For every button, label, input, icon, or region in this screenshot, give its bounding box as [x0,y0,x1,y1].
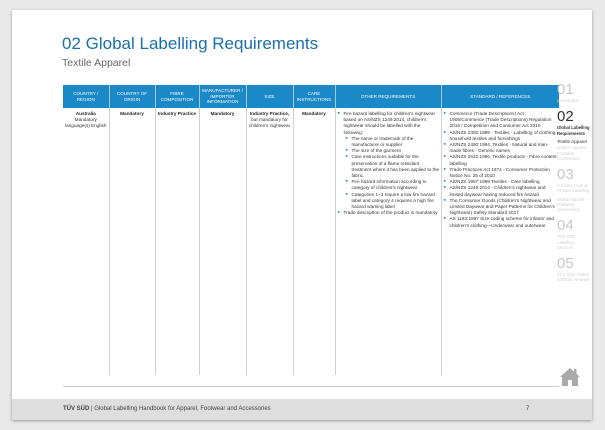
column-header: STANDARD / REFERENCES [441,85,559,108]
size-cell [246,108,293,375]
handbook-page [12,10,592,420]
country-name: Australia [75,111,96,116]
list-item: ■ Trade Practices Act 1974 - Consumer Protection Notice No. 25 of 2010 [450,167,559,179]
page-number: 7 [526,406,530,412]
language-note: Mandatory language(s) English [65,117,107,129]
footer-brand: TÜV SÜD [63,406,90,412]
nav-section-03[interactable]: 03 A Closer Look at Product Labelling Global Apparel Footwear Accessories [557,166,590,213]
column-header: OTHER REQUIREMENTS [335,85,441,108]
column-header: COUNTRY / REGION [63,85,109,108]
fibre-cell [155,108,199,375]
footer-text: | Global Labelling Handbook for Apparel, Footwear and Accessories [91,406,271,412]
page-footer [12,399,592,420]
nav-sub-leather-apparel[interactable]: Leather Apparel [557,145,587,151]
list-item: ■ The name or trademark of the manufacturer or supplier [352,136,440,148]
nav-section-05[interactable]: 05 TÜV SÜD Global Softlines Network [557,255,590,283]
table-row [63,108,559,375]
care-cell [293,108,335,375]
nav-sublist [557,197,590,213]
page-subtitle: Textile Apparel [62,57,131,69]
table-header-row [63,85,559,108]
list-item: ■ AS/NZS 2392:1999 - Textiles - Labelling of clothing, household textiles and furnishings [450,130,559,142]
requirements-table [63,85,559,375]
page-title: 02 Global Labelling Requirements [62,34,319,53]
origin-value: Mandatory [120,111,144,116]
nav-sublist [557,139,590,161]
fibre-value: Industry Practice [157,111,197,116]
divider [63,386,559,387]
nav-section-04[interactable]: 04 TÜV SÜD Labelling Services [557,217,576,250]
list-item: ■ Categories 1–3 require a low fire hazard label and category 4 requires a high fire hazard warning label [352,192,440,211]
list-item: ■ Commerce (Trade Descriptions) Act 1905/Commerce (Trade Descriptions) Regulation 2016 / Competition and Consumer Act 2010 [450,111,559,130]
list-item: ■ Fire hazard labelling for children's nightwear based on AS/NZS 1249:2014, children's nightwear should be labelled with the following: ■ The name or trademark of the manufacturer or supplier ■ The size of the garment ■ Care instructions suitable for the preservation of a flame retardant treatment where it has been applied to the fabric. ■ Fire hazard information according to category of children's nightwear ■ Categories 1–3 require a low fire hazard label and category 4 requires a high fire hazard warning label [344,111,440,210]
home-icon[interactable] [559,367,581,387]
size-value: Industry Practice, [249,111,290,116]
manufacturer-value: Mandatory [210,111,235,116]
list-item: ■ AS/NZS 2450:1994, Textiles - Natural and man-made fibres - Generic names [450,142,559,154]
column-header: FIBRE COMPOSITION [155,85,199,108]
list-item: ■ AS/NZS 1249:2014 - Children's nightwear and limited daywear having reduced fire hazard [450,185,559,197]
column-header: SIZE [246,85,293,108]
nav-section-01[interactable]: 01 Introduction [557,81,579,103]
column-header: MANUFACTURER / IMPORTER INFORMATION [199,85,246,108]
list-item: ■ AS 1182:1997 Size coding scheme for infants' and children's clothing—Underwear and outerwear [450,216,559,228]
origin-cell [109,108,155,375]
list-item: ■ AS/NZS 1957:1998 Textiles - Care labelling [450,179,559,185]
nav-sub-accessories[interactable]: Accessories [557,155,580,161]
column-header: CARE INSTRUCTIONS [293,85,335,108]
list-item: ■ AS/NZS 2622:1996, Textile products - Fibre content labelling [450,154,559,166]
list-item: ■ The size of the garment [352,148,440,154]
nav-section-02[interactable]: 02 Global Labelling Requirements Textile Apparel Leather Apparel Footwear Accessories [557,108,590,161]
nav-sub-textile-apparel[interactable]: Textile Apparel [557,138,587,144]
nav-sub-footwear[interactable]: Footwear [557,150,575,156]
nav-sub-global[interactable]: Global Apparel Footwear Accessories [557,196,585,213]
list-item: ■ Fire hazard information according to category of children's nightwear [352,179,440,191]
list-item: ■ Trade description of the product is mandatory [344,210,440,216]
column-header: COUNTRY OF ORIGIN [109,85,155,108]
other-requirements-cell [335,108,441,375]
size-note: but mandatory for children's nightwear [248,117,291,129]
country-cell [63,108,109,375]
care-value: Mandatory [302,111,326,116]
standards-cell [441,108,559,375]
list-item: ■ The Consumer Goods (Children's Nightwear and Limited Daywear and Paper Patterns for Children's Nightwear) Safety Standard 2017 [450,198,559,217]
manufacturer-cell [199,108,246,375]
section-nav [557,82,590,289]
list-item: ■ Care instructions suitable for the preservation of a flame retardant treatment where it has been applied to the fabric. [352,154,440,179]
